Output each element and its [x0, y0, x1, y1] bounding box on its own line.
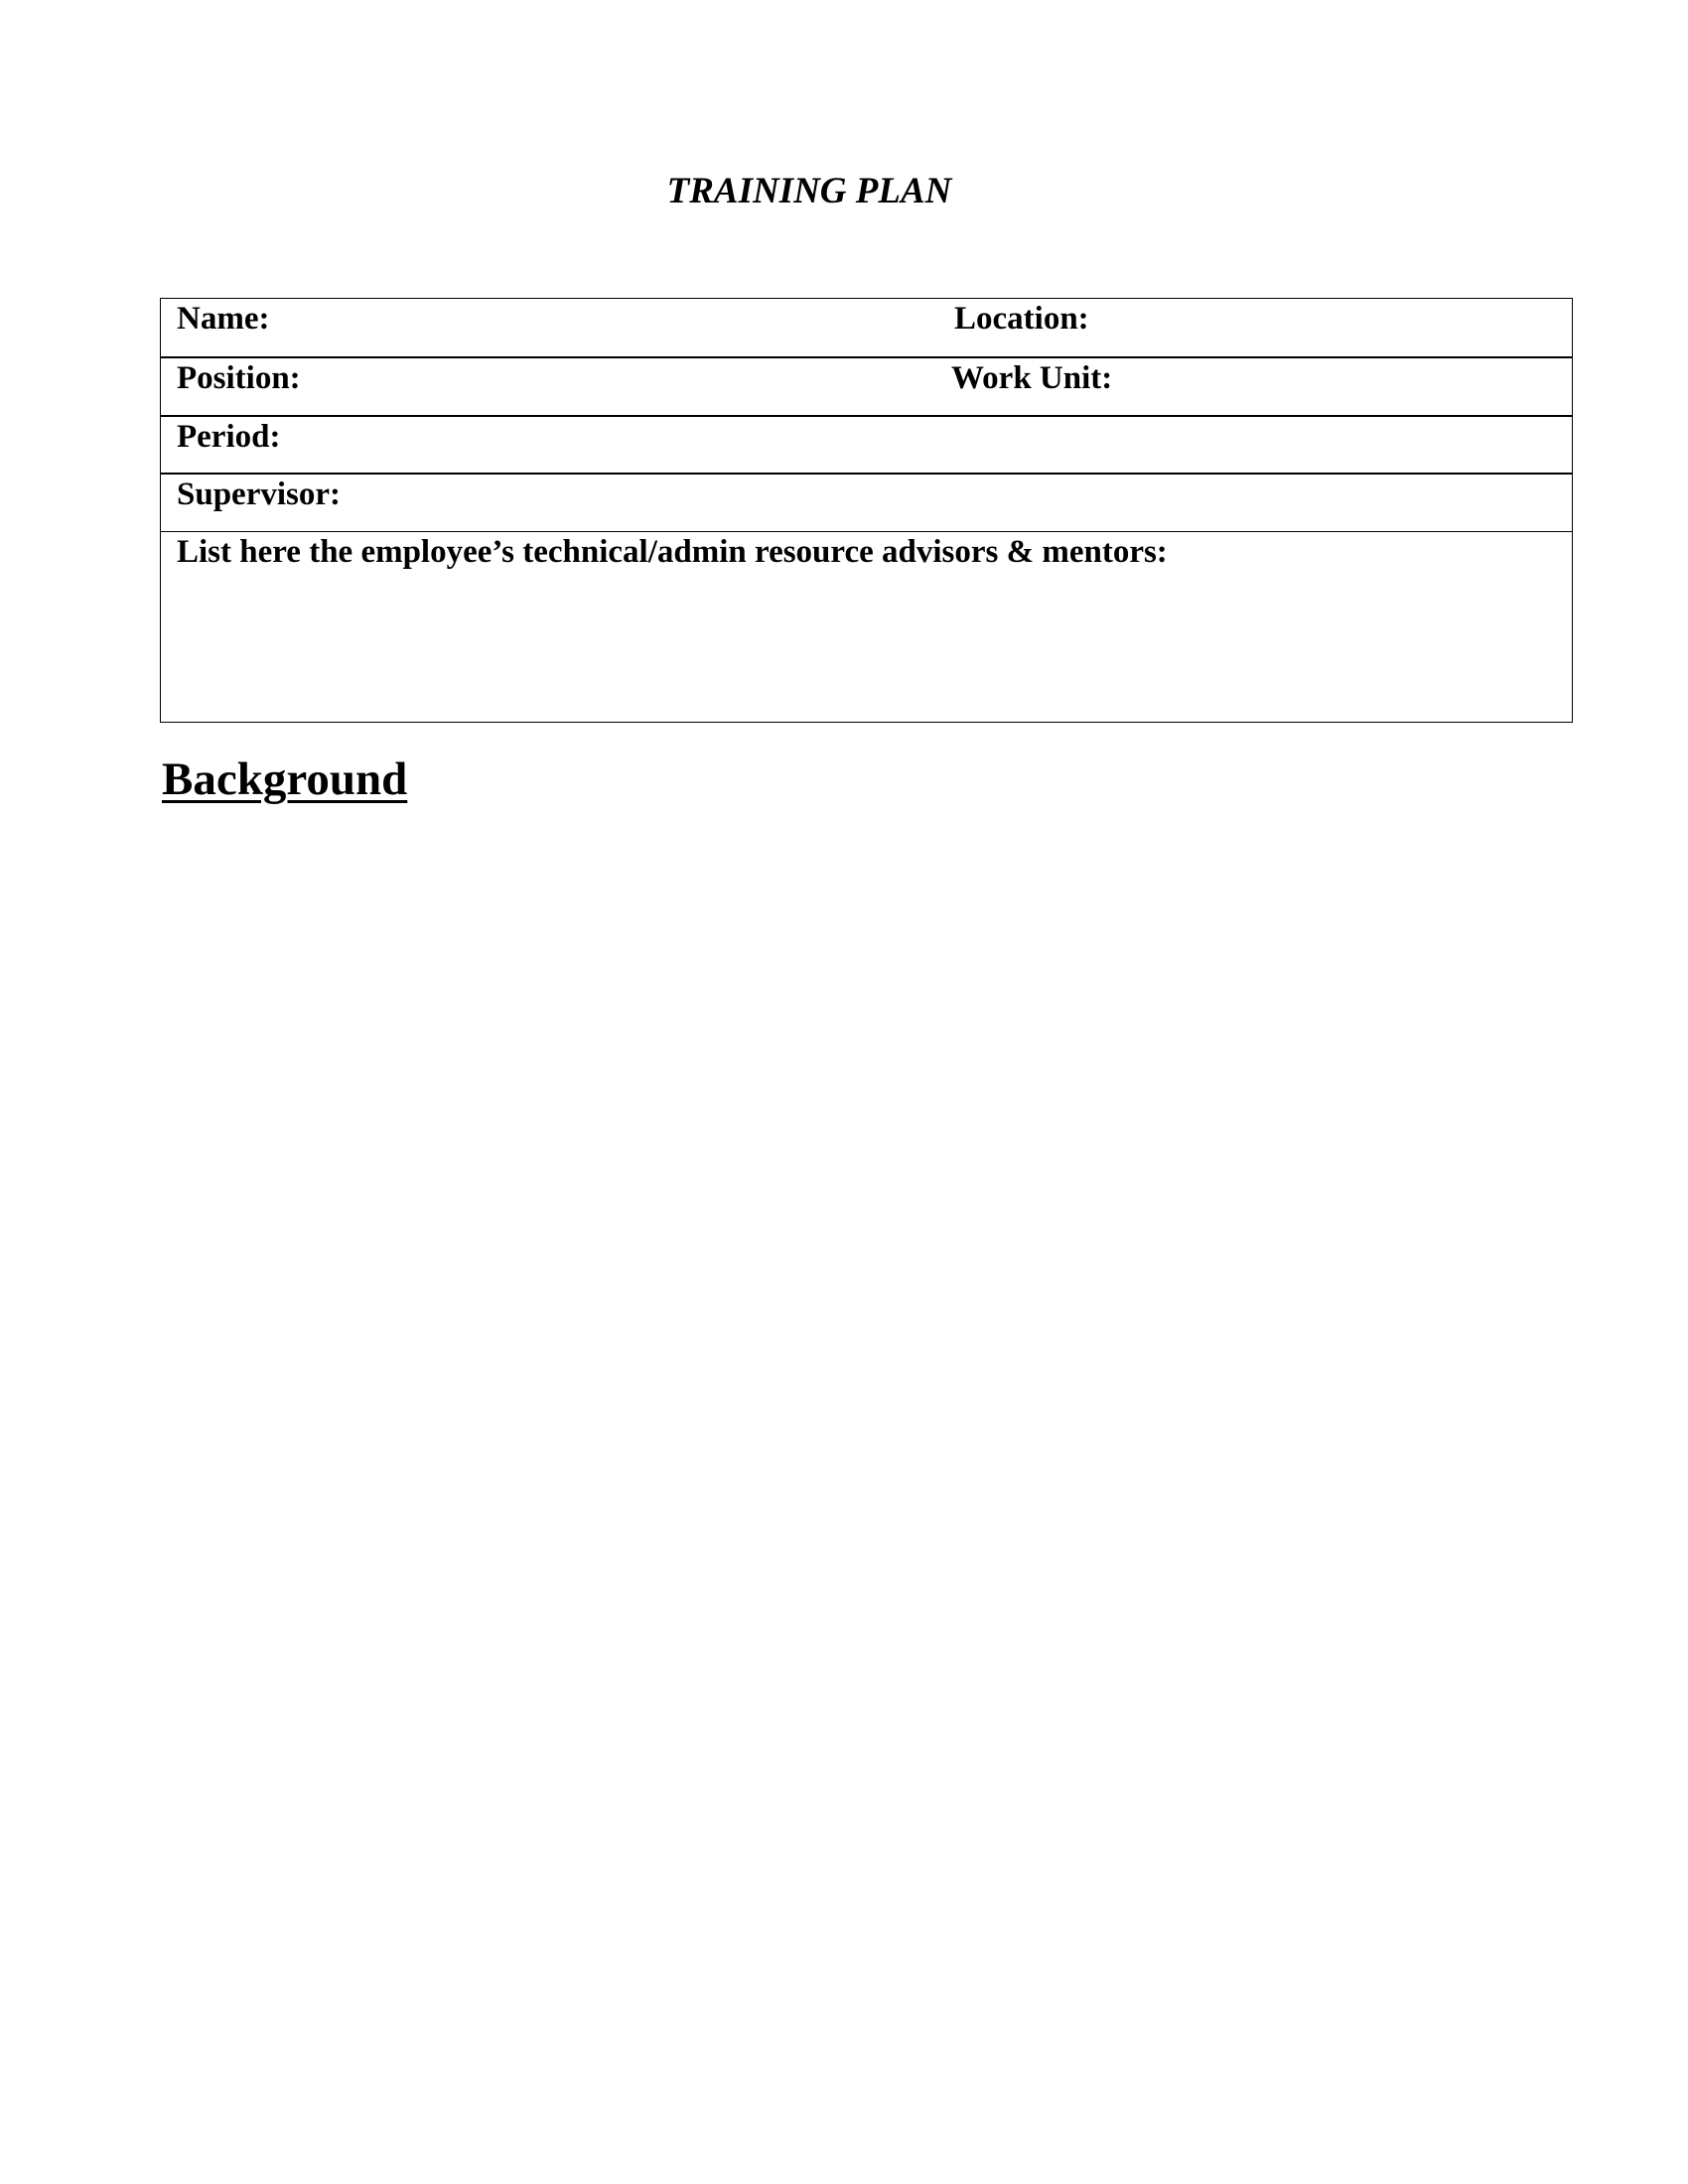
position-field-label: Position: — [177, 360, 301, 396]
work-unit-field-label: Work Unit: — [951, 360, 1113, 396]
document-title: TRAINING PLAN — [666, 171, 952, 211]
period-field-label: Period: — [177, 419, 281, 455]
supervisor-field-label: Supervisor: — [177, 477, 341, 512]
position-work-unit-row — [161, 358, 1572, 417]
supervisor-row — [161, 475, 1572, 532]
name-field-label: Name: — [177, 301, 270, 337]
advisors-mentors-label: List here the employee’s technical/admin resource advisors & mentors: — [177, 534, 1168, 570]
employee-info-table — [160, 298, 1573, 723]
period-row — [161, 417, 1572, 475]
background-heading: Background — [162, 753, 408, 805]
location-field-label: Location: — [954, 301, 1089, 337]
advisors-mentors-row — [161, 532, 1572, 724]
name-location-row — [161, 299, 1572, 358]
